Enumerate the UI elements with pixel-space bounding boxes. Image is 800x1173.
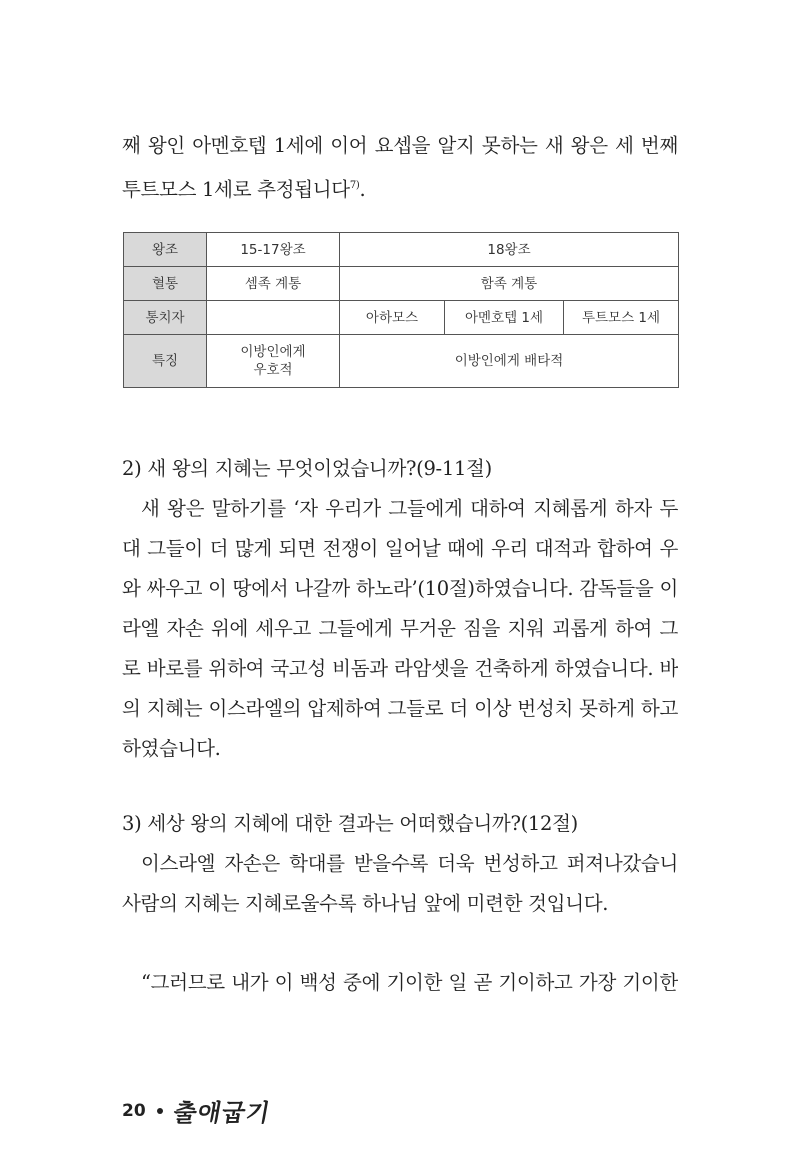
table-row [124, 233, 679, 267]
cell-lineage-semitic: 셈족 계통 [207, 267, 340, 301]
row-label-feature: 특징 [124, 335, 207, 388]
bullet-dot [157, 1108, 163, 1114]
section-3-heading: 3) 세상 왕의 지혜에 대한 결과는 어떠했습니까?(12절) [122, 812, 578, 835]
section-2 [122, 449, 678, 769]
section-2-line: 와 싸우고 이 땅에서 나갈까 하노라’(10절)하였습니다. 감독들을 이 [122, 577, 678, 600]
cell-ruler-empty [207, 301, 340, 335]
table-row [124, 335, 679, 388]
cell-dynasty-15-17: 15-17왕조 [207, 233, 340, 267]
section-2-line: 의 지혜는 이스라엘의 압제하여 그들로 더 이상 번성치 못하게 하고 [122, 697, 678, 720]
quote-line: “그러므로 내가 이 백성 중에 기이한 일 곧 기이하고 가장 기이한 [141, 971, 678, 994]
footnote-mark: 7) [349, 180, 360, 191]
cell-ruler-ahmose: 아하모스 [340, 301, 445, 335]
section-2-line: 라엘 자손 위에 세우고 그들에게 무거운 짐을 지워 괴롭게 하여 그 [122, 617, 678, 640]
cell-feature-hostile: 이방인에게 배타적 [340, 335, 679, 388]
intro-paragraph [122, 126, 678, 206]
dynasty-table [123, 232, 679, 388]
section-2-line: 로 바로를 위하여 국고성 비돔과 라암셋을 건축하게 하였습니다. 바 [122, 657, 678, 680]
section-2-line: 대 그들이 더 많게 되면 전쟁이 일어날 때에 우리 대적과 합하여 우 [122, 537, 678, 560]
cell-feature-friendly: 이방인에게 우호적 [207, 335, 340, 388]
section-3 [122, 804, 678, 924]
section-2-line: 하였습니다. [122, 737, 221, 760]
cell-ruler-thutmose: 투트모스 1세 [564, 301, 679, 335]
table-row [124, 267, 679, 301]
cell-dynasty-18: 18왕조 [340, 233, 679, 267]
intro-line-1: 째 왕인 아멘호텝 1세에 이어 요셉을 알지 못하는 새 왕은 세 번째 [122, 134, 678, 157]
section-2-heading: 2) 새 왕의 지혜는 무엇이었습니까?(9-11절) [122, 457, 492, 480]
book-title-logo: 출애굽기 [170, 1099, 273, 1127]
intro-line-2: 투트모스 1세로 추정됩니다$^{7)}$. [122, 178, 366, 201]
page-number: 20 [122, 1100, 146, 1121]
quote-paragraph [122, 963, 678, 1003]
section-3-line: 사람의 지혜는 지혜로울수록 하나님 앞에 미련한 것입니다. [122, 892, 609, 915]
section-2-line: 새 왕은 말하기를 ‘자 우리가 그들에게 대하여 지혜롭게 하자 두 [141, 497, 678, 520]
page-footer [122, 1093, 273, 1128]
table-row [124, 301, 679, 335]
row-label-ruler: 통치자 [124, 301, 207, 335]
cell-lineage-hamitic: 함족 계통 [340, 267, 679, 301]
row-label-lineage: 혈통 [124, 267, 207, 301]
cell-ruler-amenhotep: 아멘호텝 1세 [445, 301, 564, 335]
row-label-dynasty: 왕조 [124, 233, 207, 267]
section-3-line: 이스라엘 자손은 학대를 받을수록 더욱 번성하고 퍼져나갔습니 [141, 852, 678, 875]
